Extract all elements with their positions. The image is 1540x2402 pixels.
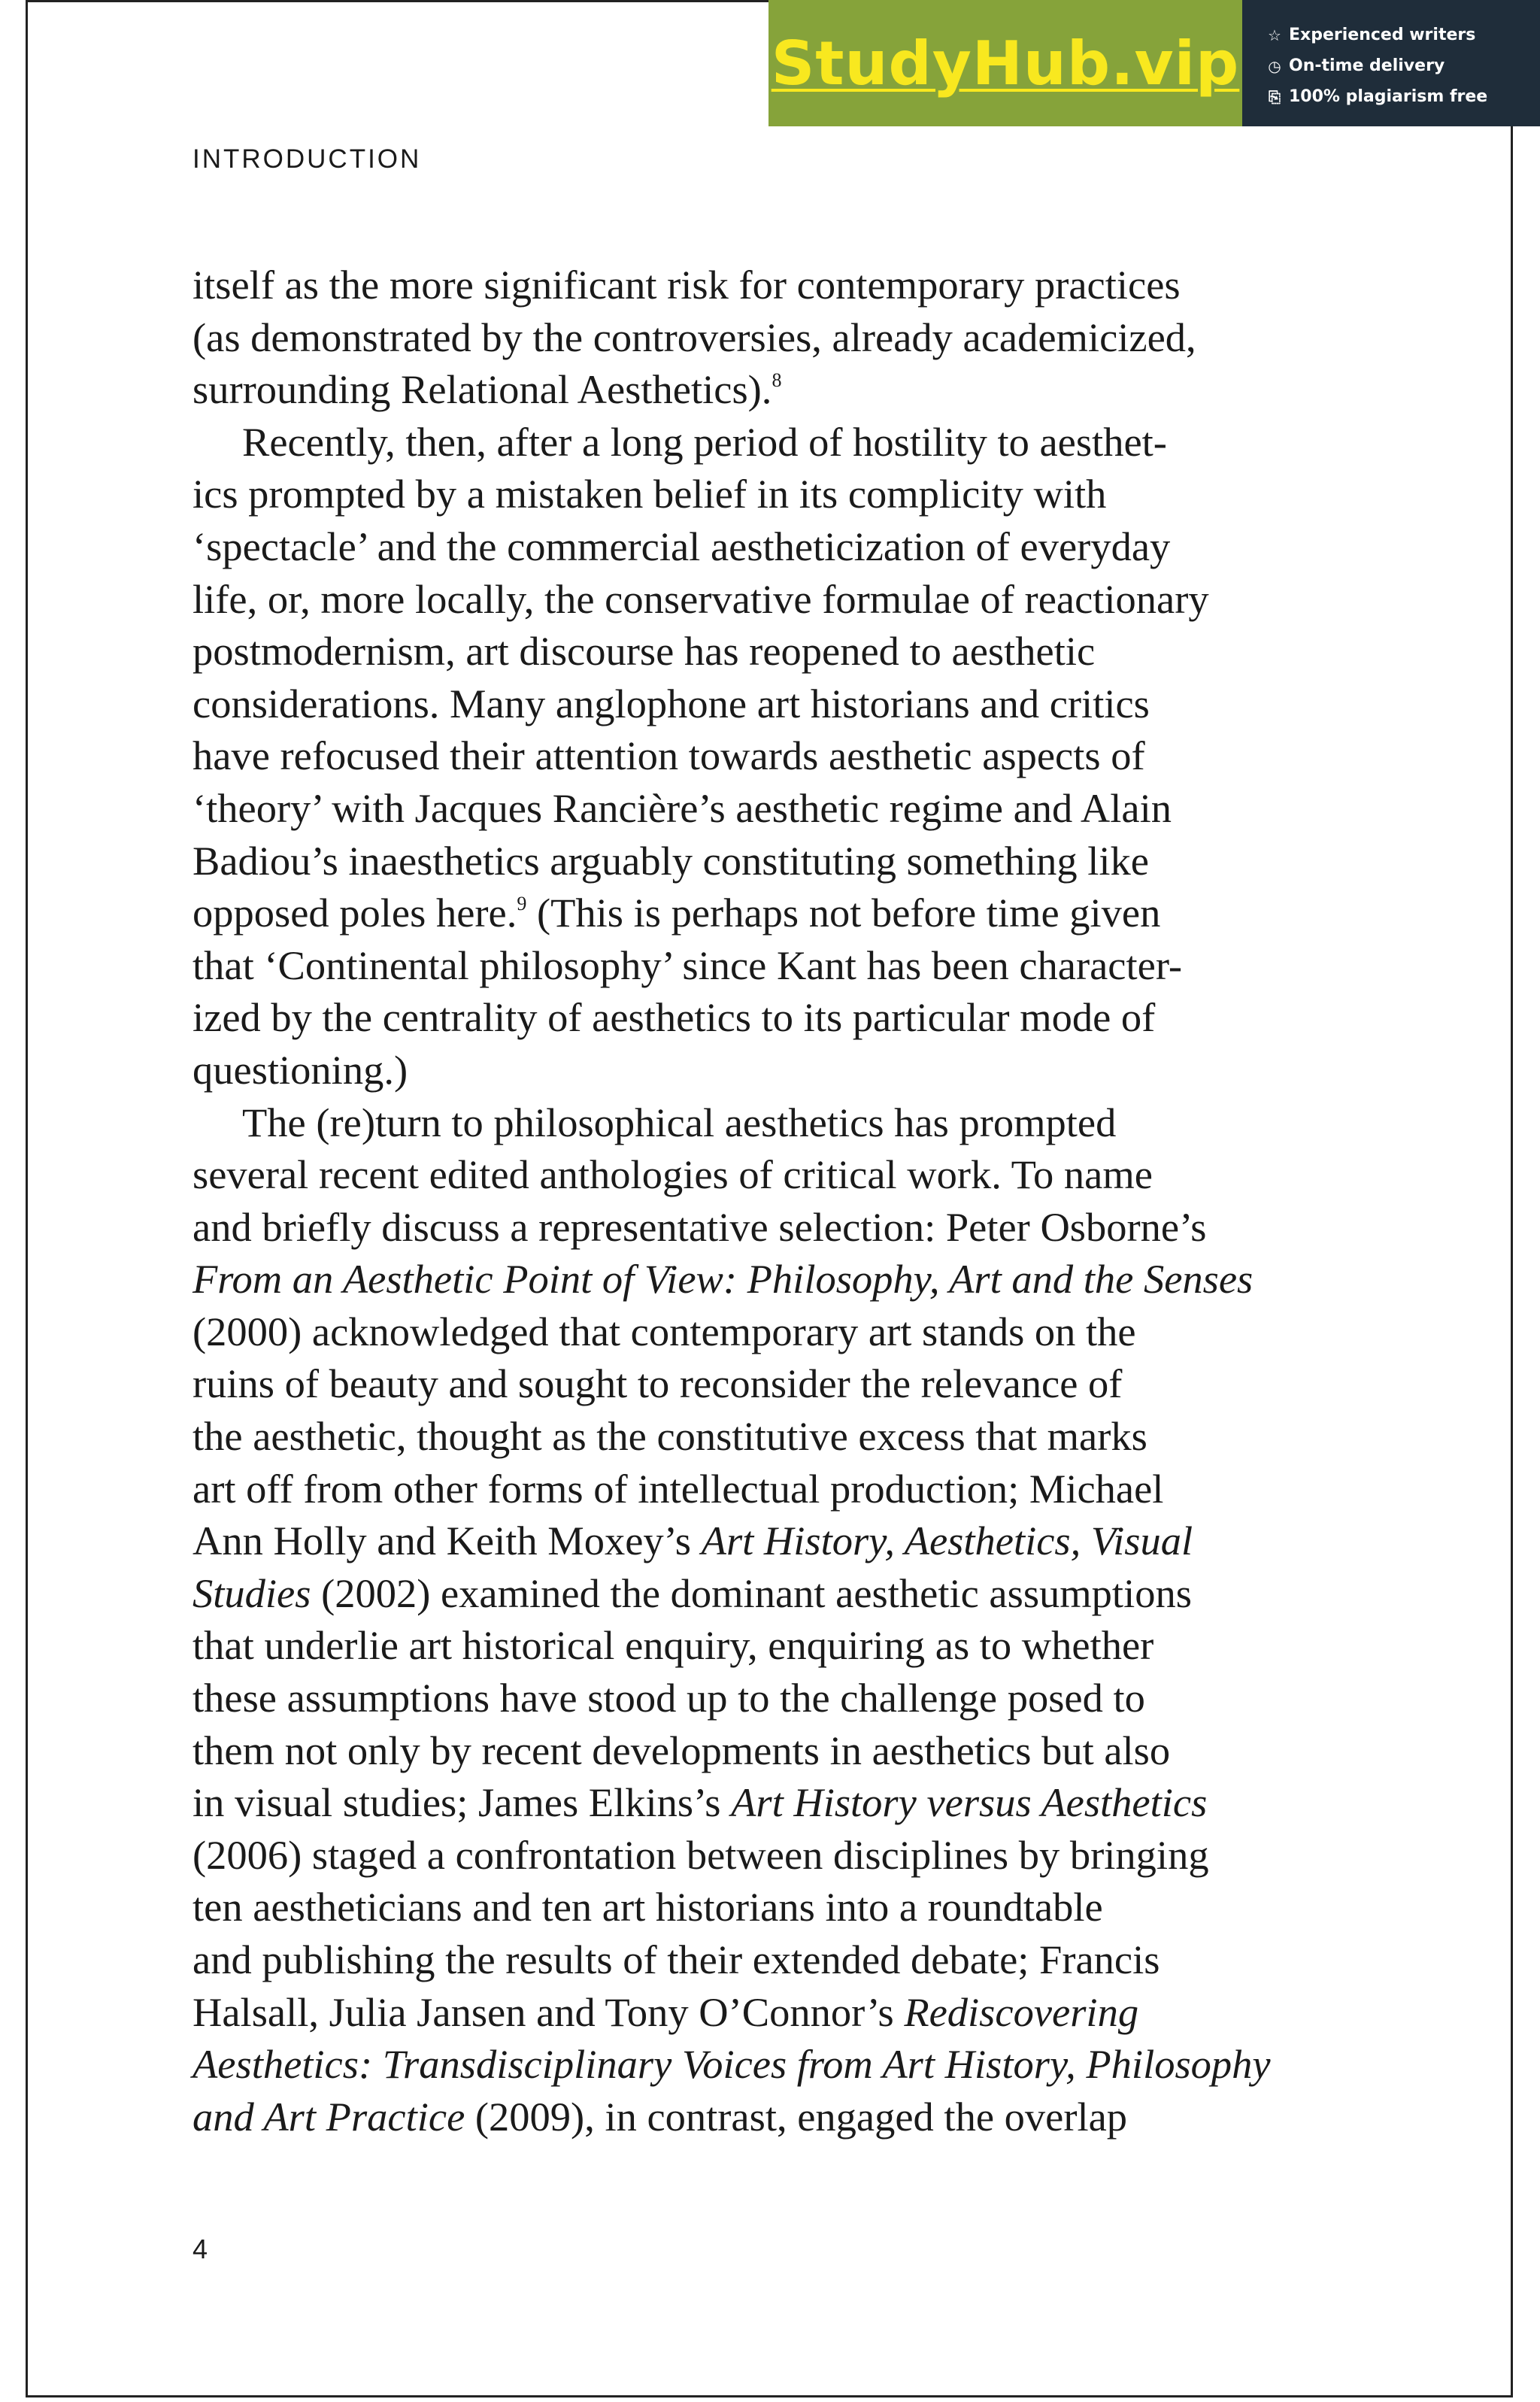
line-text: and publishing the results of their extended debate; Francis <box>192 1936 1160 1982</box>
italic-title: Aesthetics: Transdisciplinary Voices from Art History, Philosophy <box>192 2041 1271 2088</box>
studyhub-logo[interactable]: StudyHub.vip <box>771 28 1240 99</box>
text-line <box>192 625 1335 678</box>
ad-logo-block[interactable] <box>768 0 1242 126</box>
line-text: surrounding Relational Aesthetics). <box>192 366 772 413</box>
ad-feature-label: Experienced writers <box>1289 26 1476 44</box>
text-line <box>192 1986 1335 2039</box>
italic-title: Art History, Aesthetics, Visual <box>701 1518 1193 1564</box>
text-line <box>192 573 1335 626</box>
line-text: several recent edited anthologies of critical work. To name <box>192 1151 1153 1198</box>
text-line <box>192 729 1335 782</box>
text-line <box>192 468 1335 520</box>
star-icon: ☆ <box>1268 26 1281 44</box>
line-text: the aesthetic, thought as the constitutive excess that marks <box>192 1413 1147 1460</box>
line-text: have refocused their attention towards aesthetic aspects of <box>192 732 1145 779</box>
line-text: ‘theory’ with Jacques Rancière’s aesthetic regime and Alain <box>192 784 1172 831</box>
clock-icon: ◷ <box>1268 56 1281 75</box>
text-line <box>192 1933 1335 1986</box>
line-text: The (re)turn to philosophical aesthetics has prompted <box>242 1099 1117 1145</box>
ad-feature-item <box>1265 20 1540 50</box>
italic-title: Studies <box>192 1569 311 1616</box>
text-line <box>192 835 1335 887</box>
line-text: (2009), in contrast, engaged the overlap <box>465 2093 1128 2140</box>
document-icon: ⎘ <box>1269 87 1281 106</box>
text-line <box>192 1881 1335 1933</box>
footnote-marker: 9 <box>517 893 527 915</box>
line-text: Recently, then, after a long period of hostility to aesthet- <box>242 418 1167 465</box>
italic-title: Rediscovering <box>904 1988 1139 2035</box>
text-line <box>192 259 1335 311</box>
line-text: life, or, more locally, the conservative formulae of reactionary <box>192 575 1209 622</box>
line-text: Ann Holly and Keith Moxey’s <box>192 1518 702 1564</box>
line-text: Badiou’s inaesthetics arguably constituting something like <box>192 837 1149 884</box>
line-text: (as demonstrated by the controversies, already academicized, <box>192 314 1196 360</box>
text-line <box>192 1357 1335 1410</box>
italic-title: From an Aesthetic Point of View: Philosophy, Art and the Senses <box>192 1256 1254 1303</box>
ad-feature-label: On-time delivery <box>1289 56 1445 75</box>
line-text: considerations. Many anglophone art historians and critics <box>192 680 1150 726</box>
line-text: (2006) staged a confrontation between disciplines by bringing <box>192 1831 1209 1878</box>
text-line <box>192 1253 1335 1306</box>
page-number: 4 <box>192 2234 208 2264</box>
text-line <box>192 1306 1335 1358</box>
text-line <box>192 520 1335 573</box>
text-line <box>192 2038 1335 2091</box>
footnote-marker: 8 <box>772 369 782 392</box>
text-line <box>192 887 1335 939</box>
text-line <box>192 2091 1335 2143</box>
ad-banner[interactable] <box>768 0 1540 126</box>
text-line <box>192 1148 1335 1201</box>
line-text: them not only by recent developments in aesthetics but also <box>192 1727 1171 1773</box>
line-text: ‘spectacle’ and the commercial aestheticization of everyday <box>192 523 1171 569</box>
text-line <box>192 991 1335 1044</box>
text-line <box>192 678 1335 730</box>
line-text: itself as the more significant risk for contemporary practices <box>192 262 1181 308</box>
line-text: these assumptions have stood up to the challenge posed to <box>192 1675 1145 1721</box>
line-text: Halsall, Julia Jansen and Tony O’Connor’s <box>192 1988 905 2035</box>
text-line <box>192 1724 1335 1777</box>
text-line <box>192 1567 1335 1620</box>
running-head: INTRODUCTION <box>192 144 422 174</box>
text-line <box>192 416 1335 469</box>
body-text <box>192 259 1335 2143</box>
line-text: art off from other forms of intellectual production; Michael <box>192 1465 1164 1512</box>
line-text: postmodernism, art discourse has reopened to aesthetic <box>192 628 1096 675</box>
line-text: that ‘Continental philosophy’ since Kant has been character- <box>192 942 1183 988</box>
text-line <box>192 1619 1335 1672</box>
line-text: in visual studies; James Elkins’s <box>192 1779 732 1826</box>
text-line <box>192 311 1335 364</box>
text-line <box>192 939 1335 992</box>
text-line <box>192 1776 1335 1829</box>
ad-features-list <box>1242 0 1540 126</box>
text-line <box>192 1201 1335 1254</box>
text-line <box>192 363 1335 416</box>
line-text: (2002) examined the dominant aesthetic assumptions <box>311 1569 1192 1616</box>
line-text: ten aestheticians and ten art historians into a roundtable <box>192 1884 1103 1930</box>
ad-feature-item <box>1265 81 1540 112</box>
text-line <box>192 1044 1335 1096</box>
line-text: ics prompted by a mistaken belief in its complicity with <box>192 471 1107 517</box>
italic-title: and Art Practice <box>192 2093 465 2140</box>
ad-feature-label: 100% plagiarism free <box>1289 87 1488 106</box>
line-text: (2000) acknowledged that contemporary art stands on the <box>192 1308 1136 1354</box>
text-line <box>192 1463 1335 1515</box>
text-line <box>192 1515 1335 1567</box>
line-text: opposed poles here. <box>192 890 517 936</box>
line-text: ruins of beauty and sought to reconsider the relevance of <box>192 1360 1123 1407</box>
ad-feature-item <box>1265 50 1540 81</box>
line-text: questioning.) <box>192 1046 408 1093</box>
line-text: (This is perhaps not before time given <box>526 890 1161 936</box>
text-line <box>192 1829 1335 1882</box>
text-line <box>192 1096 1335 1149</box>
line-text: that underlie art historical enquiry, enquiring as to whether <box>192 1622 1154 1669</box>
text-line <box>192 782 1335 835</box>
text-line <box>192 1672 1335 1724</box>
line-text: and briefly discuss a representative selection: Peter Osborne’s <box>192 1203 1207 1250</box>
text-line <box>192 1410 1335 1463</box>
italic-title: Art History versus Aesthetics <box>731 1779 1208 1826</box>
line-text: ized by the centrality of aesthetics to its particular mode of <box>192 994 1156 1041</box>
